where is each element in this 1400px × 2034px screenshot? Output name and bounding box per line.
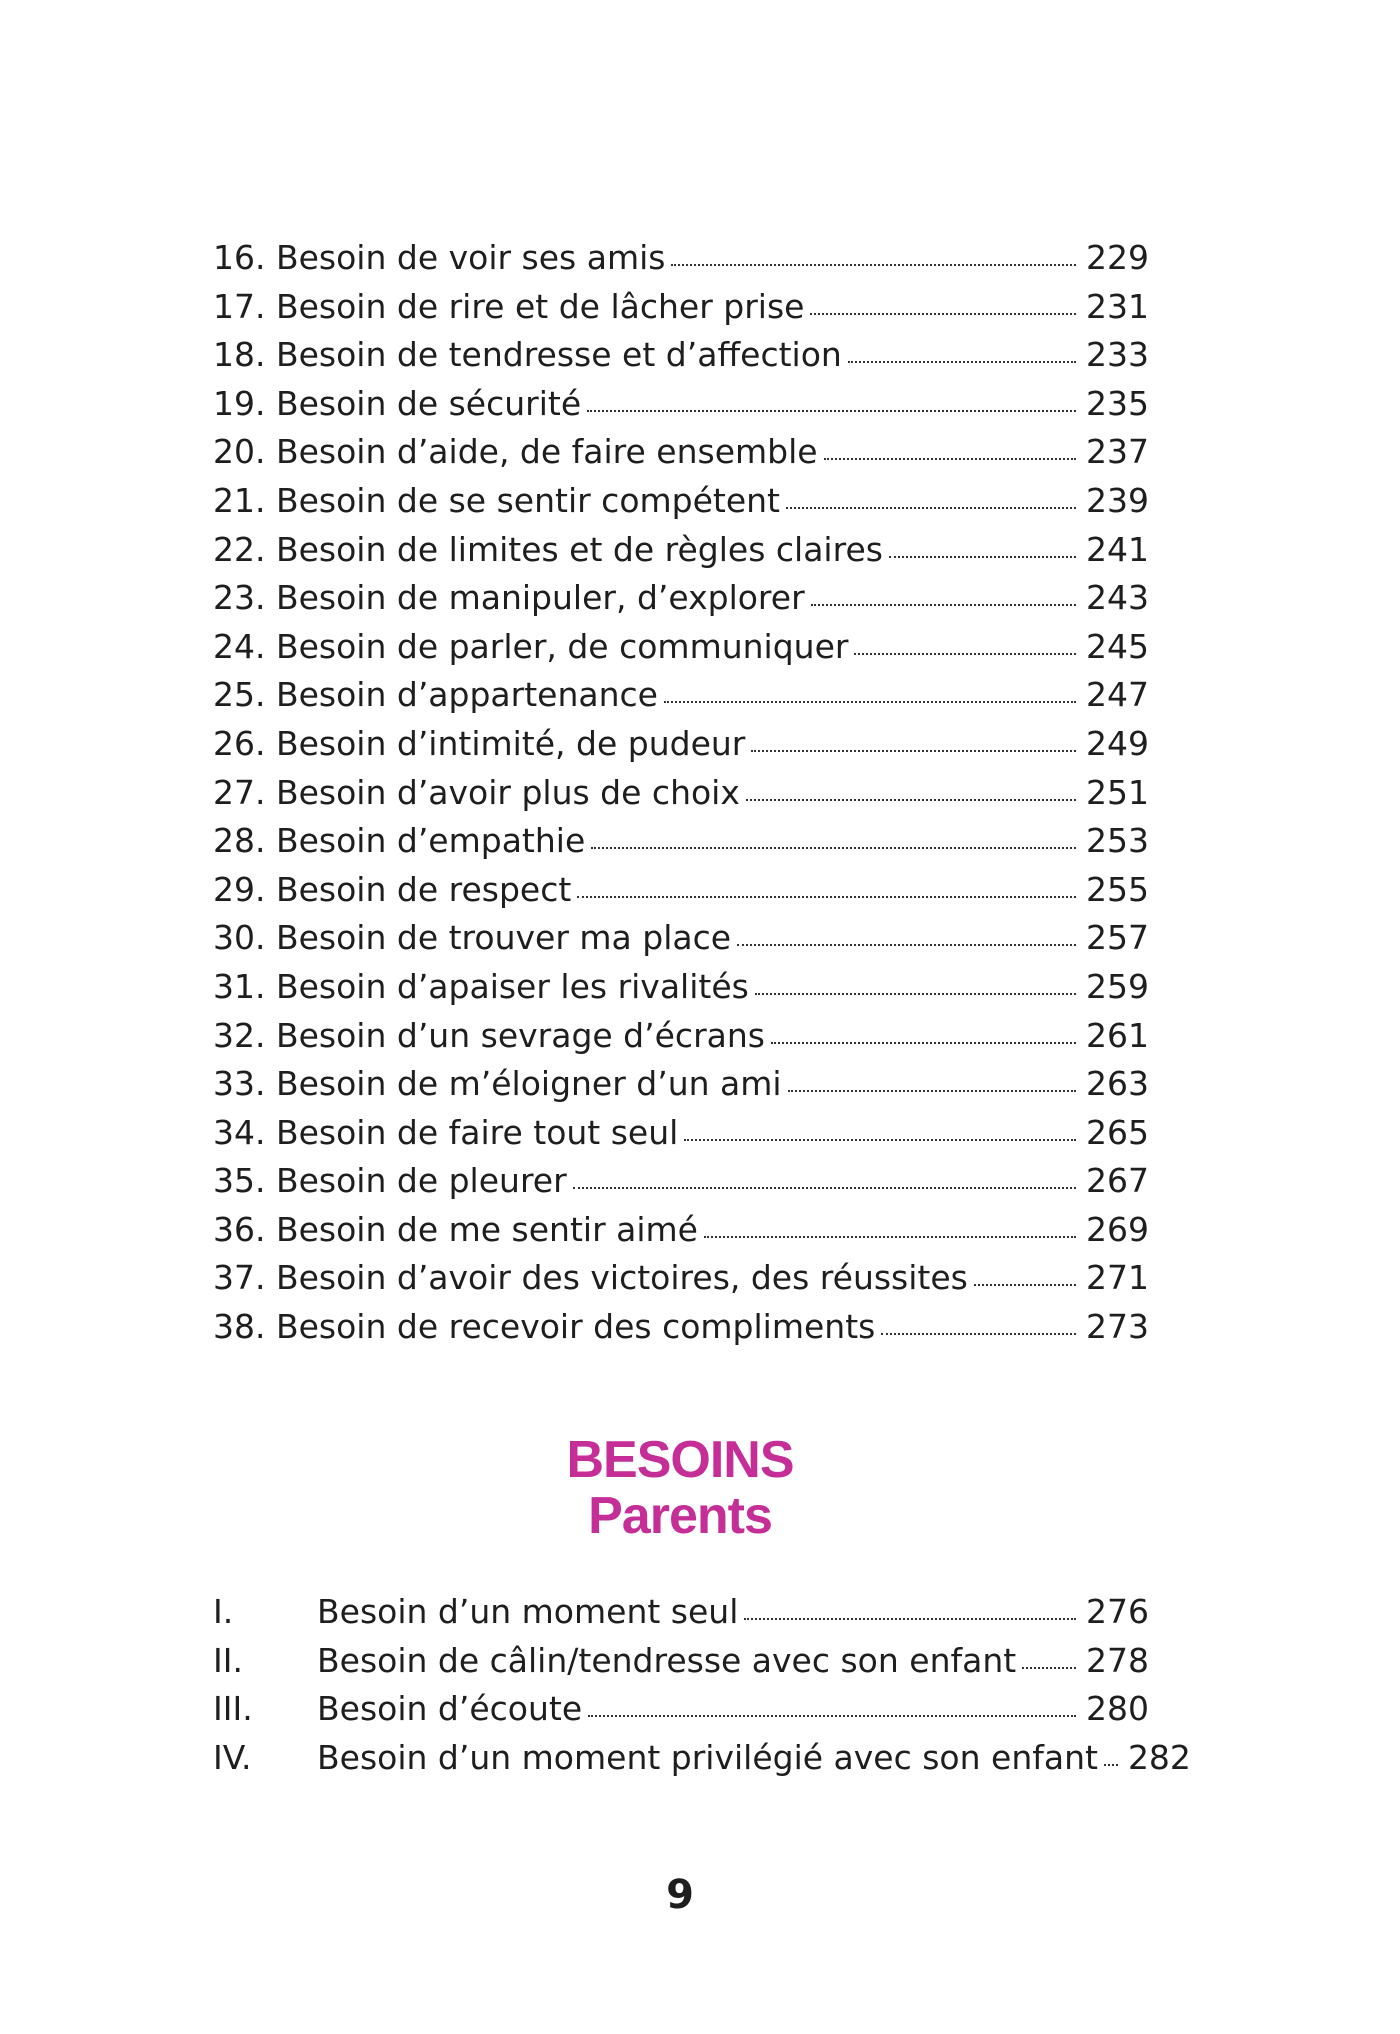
toc-entry-title: 21. Besoin de se sentir compétent bbox=[213, 480, 780, 520]
section-heading-line1: BESOINS bbox=[566, 1431, 794, 1489]
dot-leader bbox=[786, 507, 1076, 509]
toc-entry-page-number: 237 bbox=[1086, 432, 1149, 472]
dot-leader bbox=[664, 701, 1076, 703]
children-needs-toc bbox=[213, 234, 1149, 1352]
dot-leader bbox=[751, 750, 1076, 752]
toc-entry[interactable] bbox=[213, 914, 1149, 963]
dot-leader bbox=[974, 1284, 1076, 1286]
toc-entry-page-number: 269 bbox=[1086, 1209, 1149, 1249]
toc-entry[interactable] bbox=[213, 1060, 1149, 1109]
toc-entry-page-number: 278 bbox=[1086, 1640, 1149, 1680]
dot-leader bbox=[704, 1236, 1076, 1238]
toc-entry-page-number: 249 bbox=[1086, 723, 1149, 763]
toc-entry-title: Besoin d’écoute bbox=[317, 1689, 583, 1729]
toc-entry-page-number: 243 bbox=[1086, 578, 1149, 618]
toc-entry[interactable] bbox=[213, 1254, 1149, 1303]
toc-entry-title: 25. Besoin d’appartenance bbox=[213, 675, 658, 715]
toc-entry-roman-numeral: II. bbox=[213, 1640, 243, 1680]
toc-entry-title: 34. Besoin de faire tout seul bbox=[213, 1112, 679, 1152]
toc-entry[interactable] bbox=[213, 331, 1149, 380]
toc-entry-title: 20. Besoin d’aide, de faire ensemble bbox=[213, 432, 818, 472]
dot-leader bbox=[1104, 1764, 1118, 1766]
section-heading bbox=[0, 1432, 1360, 1544]
toc-entry-title: 27. Besoin d’avoir plus de choix bbox=[213, 772, 740, 812]
toc-entry-title: 28. Besoin d’empathie bbox=[213, 821, 586, 861]
toc-entry[interactable] bbox=[213, 1109, 1149, 1158]
dot-leader bbox=[755, 993, 1076, 995]
toc-entry[interactable] bbox=[213, 623, 1149, 672]
toc-entry-title: 16. Besoin de voir ses amis bbox=[213, 238, 666, 277]
toc-entry-title: 38. Besoin de recevoir des compliments bbox=[213, 1307, 876, 1347]
dot-leader bbox=[577, 896, 1076, 898]
toc-entry-page-number: 241 bbox=[1086, 529, 1149, 569]
toc-entry-title: 30. Besoin de trouver ma place bbox=[213, 918, 732, 958]
dot-leader bbox=[587, 410, 1076, 412]
toc-entry[interactable] bbox=[213, 1303, 1149, 1352]
toc-entry[interactable] bbox=[213, 1588, 1149, 1637]
toc-entry-page-number: 259 bbox=[1086, 966, 1149, 1006]
toc-entry[interactable] bbox=[213, 1637, 1149, 1686]
dot-leader bbox=[854, 653, 1076, 655]
dot-leader bbox=[744, 1618, 1076, 1620]
page-number: 9 bbox=[666, 1872, 694, 1918]
toc-entry-roman-numeral: I. bbox=[213, 1592, 234, 1631]
toc-entry-page-number: 282 bbox=[1127, 1737, 1191, 1777]
toc-entry[interactable] bbox=[213, 574, 1149, 623]
toc-entry[interactable] bbox=[213, 769, 1149, 818]
toc-entry-page-number: 251 bbox=[1086, 772, 1149, 812]
toc-entry-page-number: 265 bbox=[1086, 1112, 1149, 1152]
parents-needs-toc bbox=[213, 1588, 1191, 1782]
toc-entry-title: 35. Besoin de pleurer bbox=[213, 1161, 567, 1201]
toc-entry[interactable] bbox=[213, 1157, 1149, 1206]
toc-entry-page-number: 253 bbox=[1086, 821, 1149, 861]
dot-leader bbox=[811, 604, 1076, 606]
toc-entry-page-number: 263 bbox=[1086, 1064, 1149, 1104]
toc-entry-title: 37. Besoin d’avoir des victoires, des réussites bbox=[213, 1258, 968, 1298]
toc-entry-page-number: 239 bbox=[1086, 480, 1149, 520]
toc-entry-title: 24. Besoin de parler, de communiquer bbox=[213, 626, 849, 666]
dot-leader bbox=[824, 458, 1076, 460]
dot-leader bbox=[591, 847, 1076, 849]
dot-leader bbox=[1022, 1667, 1076, 1669]
toc-entry-page-number: 235 bbox=[1086, 383, 1149, 423]
toc-entry-roman-numeral: III. bbox=[213, 1689, 253, 1729]
toc-entry-title: 26. Besoin d’intimité, de pudeur bbox=[213, 723, 746, 763]
toc-entry-page-number: 231 bbox=[1086, 286, 1149, 326]
toc-entry-page-number: 271 bbox=[1086, 1258, 1149, 1298]
toc-entry-title: 36. Besoin de me sentir aimé bbox=[213, 1209, 698, 1249]
toc-entry-page-number: 245 bbox=[1086, 626, 1149, 666]
dot-leader bbox=[889, 556, 1076, 558]
toc-entry-title: 23. Besoin de manipuler, d’explorer bbox=[213, 578, 805, 618]
toc-entry-title: 18. Besoin de tendresse et d’affection bbox=[213, 335, 842, 375]
toc-entry-title: 33. Besoin de m’éloigner d’un ami bbox=[213, 1064, 782, 1104]
toc-entry-title: 32. Besoin d’un sevrage d’écrans bbox=[213, 1015, 765, 1055]
toc-entry-page-number: 233 bbox=[1086, 335, 1149, 375]
dot-leader bbox=[881, 1333, 1076, 1335]
toc-entry[interactable] bbox=[213, 720, 1149, 769]
toc-entry-title: Besoin d’un moment privilégié avec son enfant bbox=[317, 1737, 1098, 1777]
toc-entry[interactable] bbox=[213, 526, 1149, 575]
toc-entry-title: 29. Besoin de respect bbox=[213, 869, 572, 909]
toc-entry-page-number: 255 bbox=[1086, 869, 1149, 909]
toc-entry[interactable] bbox=[213, 477, 1149, 526]
dot-leader bbox=[671, 264, 1076, 266]
toc-entry-page-number: 247 bbox=[1086, 675, 1149, 715]
dot-leader bbox=[746, 799, 1076, 801]
dot-leader bbox=[771, 1042, 1076, 1044]
section-heading-line2: Parents bbox=[588, 1487, 772, 1545]
dot-leader bbox=[848, 361, 1076, 363]
toc-entry[interactable] bbox=[213, 1685, 1149, 1734]
toc-entry-page-number: 257 bbox=[1086, 918, 1149, 958]
toc-entry-page-number: 229 bbox=[1086, 238, 1149, 277]
toc-entry[interactable] bbox=[213, 428, 1149, 477]
toc-entry-title: 19. Besoin de sécurité bbox=[213, 383, 582, 423]
toc-entry-page-number: 280 bbox=[1086, 1689, 1149, 1729]
dot-leader bbox=[684, 1139, 1076, 1141]
toc-entry[interactable] bbox=[213, 866, 1149, 915]
dot-leader bbox=[810, 313, 1076, 315]
toc-entry-title: Besoin de câlin/tendresse avec son enfant bbox=[317, 1640, 1017, 1680]
toc-entry[interactable] bbox=[213, 380, 1149, 429]
toc-entry[interactable] bbox=[213, 234, 1149, 283]
dot-leader bbox=[588, 1715, 1076, 1717]
toc-entry-title: 17. Besoin de rire et de lâcher prise bbox=[213, 286, 805, 326]
toc-entry-page-number: 267 bbox=[1086, 1161, 1149, 1201]
toc-entry-title: Besoin d’un moment seul bbox=[317, 1592, 739, 1631]
toc-entry-title: 31. Besoin d’apaiser les rivalités bbox=[213, 966, 749, 1006]
dot-leader bbox=[573, 1187, 1076, 1189]
toc-entry[interactable] bbox=[213, 1206, 1149, 1255]
dot-leader bbox=[737, 944, 1076, 946]
toc-entry[interactable] bbox=[213, 1012, 1149, 1061]
toc-entry[interactable] bbox=[213, 671, 1149, 720]
toc-entry[interactable] bbox=[213, 963, 1149, 1012]
toc-entry[interactable] bbox=[213, 283, 1149, 332]
toc-entry-page-number: 276 bbox=[1086, 1592, 1149, 1631]
dot-leader bbox=[788, 1090, 1076, 1092]
toc-entry[interactable] bbox=[213, 817, 1149, 866]
toc-entry[interactable] bbox=[213, 1734, 1191, 1783]
toc-entry-roman-numeral: IV. bbox=[213, 1737, 252, 1777]
toc-entry-title: 22. Besoin de limites et de règles claires bbox=[213, 529, 883, 569]
toc-entry-page-number: 261 bbox=[1086, 1015, 1149, 1055]
toc-entry-page-number: 273 bbox=[1086, 1307, 1149, 1347]
